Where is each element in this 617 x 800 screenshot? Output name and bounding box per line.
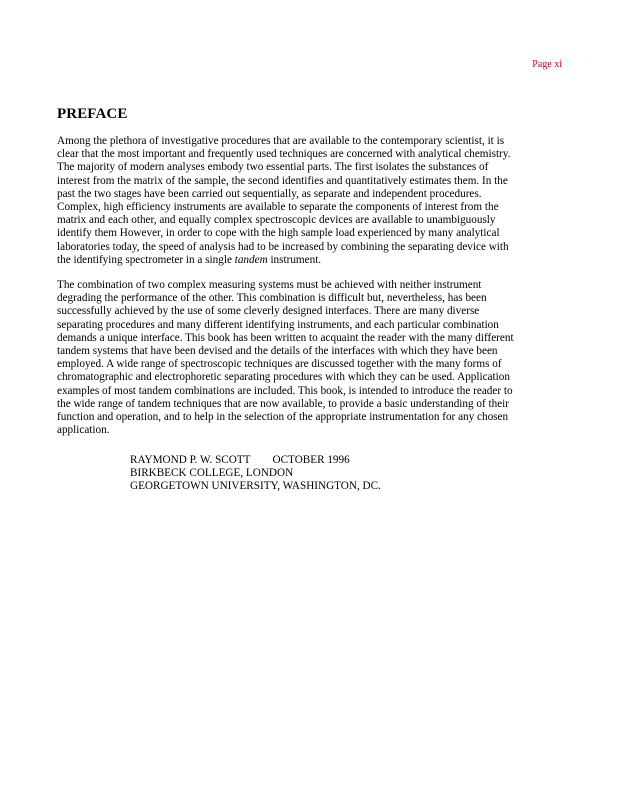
paragraph-line: degrading the performance of the other. This combination is difficult but, nevertheless, has been: [57, 292, 487, 305]
paragraph-line: laboratories today, the speed of analysis had to be increased by combining the separating device with: [57, 240, 509, 253]
signature-author-row: [130, 454, 381, 467]
paragraph-line: examples of most tandem combinations are included. This book, is intended to introduce the reader to: [57, 384, 513, 397]
line-text-after: instrument.: [267, 253, 322, 266]
paragraph-line: Complex, high efficiency instruments are available to separate the components of interest from the: [57, 201, 499, 214]
preface-paragraph-1: [57, 135, 562, 267]
author-name: RAYMOND P. W. SCOTT: [130, 454, 251, 466]
paragraph-line: successfully achieved by the use of some cleverly designed interfaces. There are many diverse: [57, 305, 480, 318]
paragraph-line: identify them However, in order to cope with the high sample load experienced by many analytical: [57, 227, 500, 240]
paragraph-line: separating procedures and many different identifying instruments, and each particular combination: [57, 318, 499, 331]
page-number: Page xi: [532, 59, 562, 70]
paragraph-line: application.: [57, 424, 110, 437]
paragraph-line: The majority of modern analyses embody two essential parts. The first isolates the substances of: [57, 161, 489, 174]
emphasis-tandem: tandem: [234, 253, 268, 266]
paragraph-line-last: [57, 254, 562, 267]
paragraph-line: interest from the matrix of the sample, the second identifies and quantitatively estimates them. In the: [57, 174, 508, 187]
paragraph-line: The combination of two complex measuring systems must be achieved with neither instrument: [57, 279, 482, 291]
paragraph-line: chromatographic and electrophoretic separating procedures with which they can be used. Application: [57, 371, 510, 384]
paragraph-line: employed. A wide range of spectroscopic techniques are discussed together with the many forms of: [57, 358, 502, 371]
signature-date: OCTOBER 1996: [272, 454, 350, 466]
paragraph-line: Among the plethora of investigative procedures that are available to the contemporary scientist, it is: [57, 135, 505, 147]
signature-block: [130, 454, 381, 494]
preface-paragraph-2: [57, 279, 562, 437]
paragraph-line: clear that the most important and frequently used techniques are concerned with analytical chemistry.: [57, 148, 511, 161]
preface-heading: PREFACE: [57, 106, 128, 122]
paragraph-line: the wide range of tandem techniques that are now available, to provide a basic understanding of their: [57, 397, 510, 410]
paragraph-line: function and operation, and to help in the selection of the appropriate instrumentation for any chosen: [57, 411, 509, 424]
paragraph-line: demands a unique interface. This book has been written to acquaint the reader with the many different: [57, 331, 514, 344]
paragraph-line: matrix and each other, and equally complex spectroscopic devices are available to unambiguously: [57, 214, 496, 227]
paragraph-line: tandem systems that have been devised and the details of the interfaces with which they have been: [57, 345, 498, 358]
line-text-before: the identifying spectrometer in a single: [57, 253, 235, 266]
affiliation-2: GEORGETOWN UNIVERSITY, WASHINGTON, DC.: [130, 480, 381, 493]
paragraph-line: past the two stages have been carried out sequentially, as separate and independent procedures.: [57, 187, 482, 200]
affiliation-1: BIRKBECK COLLEGE, LONDON: [130, 467, 294, 480]
